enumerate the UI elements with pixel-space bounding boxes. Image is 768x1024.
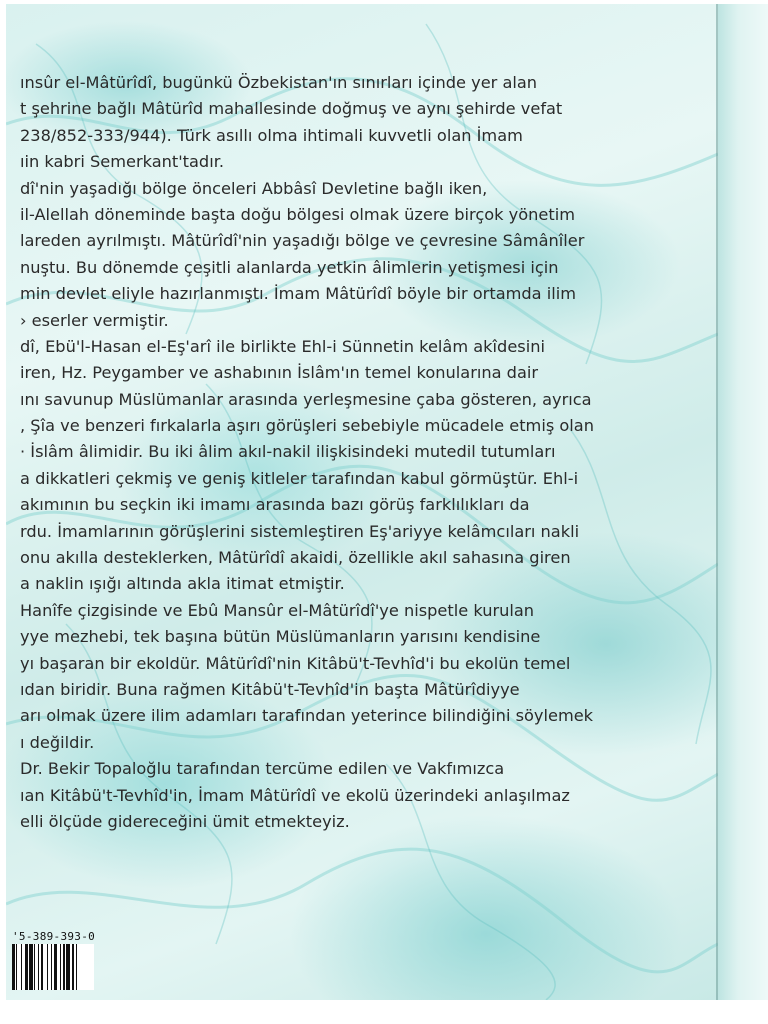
text-line: dî, Ebü'l-Hasan el-Eş'arî ile birlikte Ehl-i Sünnetin kelâm akîdesini <box>20 336 545 356</box>
text-line: iren, Hz. Peygamber ve ashabının İslâm'ın temel konularına dair <box>20 363 539 383</box>
text-line: ını savunup Müslümanlar arasında yerleşmesine çaba gösteren, ayrıca <box>20 389 592 409</box>
text-line: yye mezhebi, tek başına bütün Müslümanların yarısını kendisine <box>20 627 541 647</box>
text-line: arı olmak üzere ilim adamları tarafından yeterince bilindiğini söylemek <box>20 706 594 726</box>
text-line: onu akılla desteklerken, Mâtürîdî akaidi, özellikle akıl sahasına giren <box>20 548 571 568</box>
barcode <box>12 944 94 990</box>
text-line: dî'nin yaşadığı bölge önceleri Abbâsî Devletine bağlı iken, <box>20 178 488 198</box>
text-line: ıin kabri Semerkant'tadır. <box>20 152 225 172</box>
text-line: t şehrine bağlı Mâtürîd mahallesinde doğmuş ve aynı şehirde vefat <box>20 99 563 119</box>
text-line: a naklin ışığı altında akla itimat etmiştir. <box>20 574 345 594</box>
text-line: il-Alellah döneminde başta doğu bölgesi olmak üzere birçok yönetim <box>20 204 575 224</box>
barcode-space <box>77 944 80 990</box>
text-line: elli ölçüde gidereceğini ümit etmekteyiz. <box>20 811 350 831</box>
text-line: , Şîa ve benzeri fırkalarla aşırı görüşleri sebebiyle mücadele etmiş olan <box>20 416 594 436</box>
text-line: nuştu. Bu dönemde çeşitli alanlarda yetkin âlimlerin yetişmesi için <box>20 257 559 277</box>
text-line: lareden ayrılmıştı. Mâtürîdî'nin yaşadığı bölge ve çevresine Sâmânîler <box>20 231 585 251</box>
cover-edge-strip <box>718 4 768 1000</box>
book-back-cover <box>6 4 718 1000</box>
text-line: a dikkatleri çekmiş ve geniş kitleler tarafından kabul görmüştür. Ehl-i <box>20 468 579 488</box>
text-line: Hanîfe çizgisinde ve Ebû Mansûr el-Mâtürîdî'ye nispetle kurulan <box>20 600 535 620</box>
text-line: ıan Kitâbü't-Tevhîd'in, İmam Mâtürîdî ve ekolü üzerindeki anlaşılmaz <box>20 785 570 805</box>
text-line: yı başaran bir ekoldür. Mâtürîdî'nin Kitâbü't-Tevhîd'i bu ekolün temel <box>20 653 571 673</box>
isbn-number: '5-389-393-0 <box>12 930 96 943</box>
cover-body-text <box>20 70 650 835</box>
text-line: Dr. Bekir Topaloğlu tarafından tercüme edilen ve Vakfımızca <box>20 759 505 779</box>
text-line: › eserler vermiştir. <box>20 310 169 330</box>
text-line: · İslâm âlimidir. Bu iki âlim akıl-nakil ilişkisindeki mutedil tutumları <box>20 442 556 462</box>
text-line: ıdan biridir. Buna rağmen Kitâbü't-Tevhîd'in başta Mâtürîdiyye <box>20 679 520 699</box>
text-line: ı değildir. <box>20 732 95 752</box>
text-line: akımının bu seçkin iki imamı arasında bazı görüş farklılıkları da <box>20 495 530 515</box>
text-line: 238/852-333/944). Türk asıllı olma ihtimali kuvvetli olan İmam <box>20 125 523 145</box>
text-line: ınsûr el-Mâtürîdî, bugünkü Özbekistan'ın sınırları içinde yer alan <box>20 73 538 92</box>
text-line: min devlet eliyle hazırlanmıştı. İmam Mâtürîdî böyle bir ortamda ilim <box>20 284 576 304</box>
text-line: rdu. İmamlarının görüşlerini sistemleştiren Eş'ariyye kelâmcıları nakli <box>20 521 580 541</box>
